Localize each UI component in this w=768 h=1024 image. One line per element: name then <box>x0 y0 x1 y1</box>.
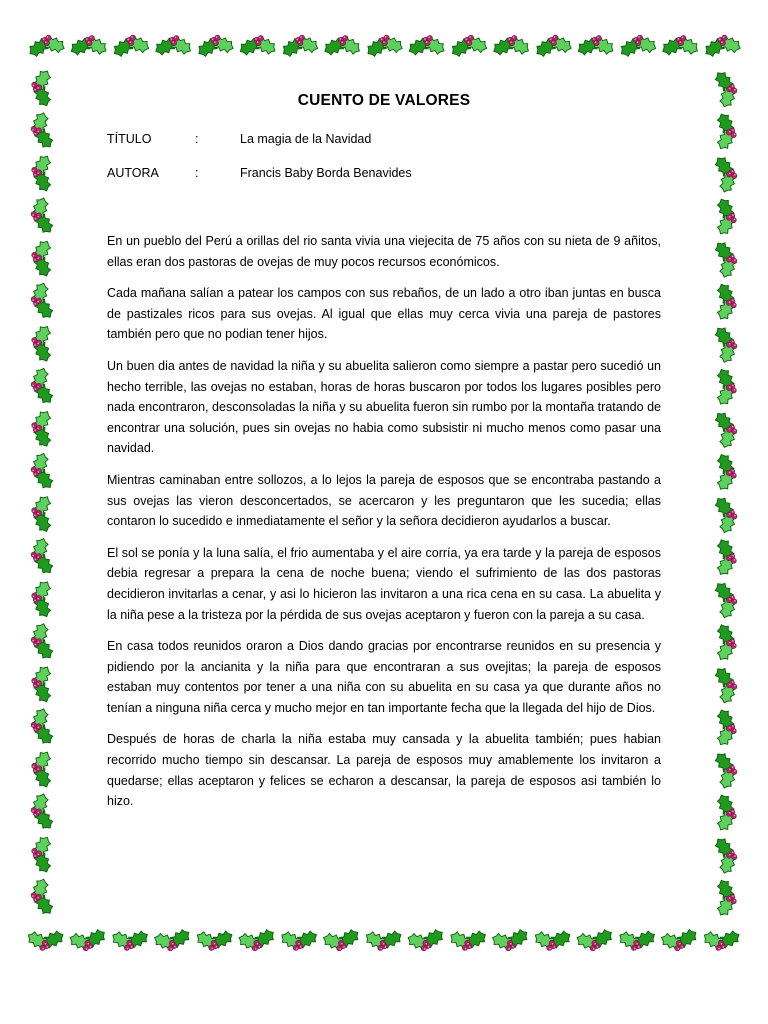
story-body <box>107 231 661 823</box>
holly-leaf-icon <box>711 323 740 366</box>
meta-value: Francis Baby Borda Benavides <box>240 166 412 180</box>
story-paragraph: En casa todos reunidos oraron a Dios dando gracias por encontrarse reunidos en su presencia y pidiendo por la ancianita y la niña para que encontraran a sus ovejitas; la pareja de esposos estaban muy contentos por tener a una niña con su abuelita en su casa ya que durante años no tenían a ninguna niña cerca y mucho mejor en tan importante fecha que la llegada del hijo de Dios. <box>107 639 661 715</box>
holly-leaf-icon <box>194 33 237 60</box>
holly-leaf-icon <box>711 663 740 706</box>
holly-leaf-icon <box>25 33 68 60</box>
holly-leaf-icon <box>711 280 740 323</box>
holly-leaf-icon <box>321 33 364 60</box>
holly-leaf-icon <box>28 790 57 833</box>
holly-leaf-icon <box>28 364 57 407</box>
holly-leaf-icon <box>490 33 533 60</box>
holly-leaf-icon <box>28 705 57 748</box>
holly-leaf-icon <box>363 33 406 60</box>
holly-leaf-icon <box>711 834 740 877</box>
holly-leaf-icon <box>658 926 701 953</box>
holly-leaf-icon <box>711 153 740 196</box>
story-paragraph: Cada mañana salían a patear los campos con sus rebaños, de un lado a otro iban juntas en busca de pastizales ricos para sus ovejas. Al igual que ellas muy cerca vivia una pareja de pastores también pero que no podian tener hijos. <box>107 286 661 342</box>
holly-leaf-icon <box>28 237 57 280</box>
holly-leaf-icon <box>711 408 740 451</box>
holly-leaf-icon <box>28 279 57 322</box>
holly-leaf-icon <box>711 621 740 664</box>
holly-leaf-icon <box>711 493 740 536</box>
holly-leaf-icon <box>28 492 57 535</box>
holly-leaf-icon <box>711 536 740 579</box>
holly-leaf-icon <box>28 663 57 706</box>
meta-separator: : <box>195 166 199 180</box>
story-paragraph: El sol se ponía y la luna salía, el frio aumentaba y el aire corría, ya era tarde y la pareja de esposos debia regresar a prepara la cena de noche buena; viendo el sufrimiento de las dos pastoras decidieron invitarlas a cenar, y asi lo hicieron las invitaron a una rica cena en su casa. La abuelita y la niña pese a la tristeza por la pérdida de sus ovejas aceptaron y fueron con la pareja a su casa. <box>107 545 661 622</box>
holly-leaf-icon <box>28 450 57 493</box>
holly-leaf-icon <box>711 578 740 621</box>
holly-leaf-icon <box>151 926 194 953</box>
holly-leaf-icon <box>700 926 743 953</box>
story-paragraph: En un pueblo del Perú a orillas del rio santa vivia una viejecita de 75 años con su nieta de 9 añitos, ellas eran dos pastoras de ovejas de muy pocos recursos económicos. <box>107 234 661 269</box>
holly-leaf-icon <box>28 577 57 620</box>
holly-leaf-icon <box>110 33 153 60</box>
holly-leaf-icon <box>711 749 740 792</box>
holly-leaf-icon <box>320 926 363 953</box>
holly-leaf-icon <box>711 238 740 281</box>
holly-leaf-icon <box>24 926 67 953</box>
holly-leaf-icon <box>193 926 236 953</box>
holly-leaf-icon <box>152 33 195 60</box>
holly-leaf-icon <box>28 748 57 791</box>
holly-leaf-icon <box>573 926 616 953</box>
holly-leaf-icon <box>489 926 532 953</box>
holly-leaf-icon <box>28 194 57 237</box>
holly-leaf-icon <box>28 833 57 876</box>
holly-leaf-icon <box>711 110 740 153</box>
holly-leaf-icon <box>711 876 740 919</box>
story-paragraph: Después de horas de charla la niña estaba muy cansada y la abuelita también; pues habian recorrido mucho tiempo sin descansar. La pareja de esposos muy amablemente los invitaron a quedarse; ellas aceptaron y felices se echaron a descansar, la pareja de esposos asi también lo hizo. <box>107 732 661 809</box>
document-title: CUENTO DE VALORES <box>297 92 471 109</box>
holly-leaf-icon <box>711 791 740 834</box>
story-paragraph: Un buen dia antes de navidad la niña y su abuelita salieron como siempre a pastar pero sucedió un hecho terrible, las ovejas no estaban, horas de horas buscaron por todos los lugares posibles pero nada encontraron, desconsoladas la niña y su abuelita fueron sin rumbo por la montaña tratando de encontrar una solución, pues sin ovejas no habia como subsistir ni mucho menos como pasar una navidad. <box>107 358 661 456</box>
meta-value: La magia de la Navidad <box>240 132 372 146</box>
holly-leaf-icon <box>405 33 448 60</box>
holly-leaf-icon <box>28 620 57 663</box>
holly-leaf-icon <box>711 450 740 493</box>
holly-leaf-icon <box>278 926 321 953</box>
holly-leaf-icon <box>531 926 574 953</box>
story-paragraph: Mientras caminaban entre sollozos, a lo lejos la pareja de esposos que se encontraba pastando a sus ovejas las vieron desconcertados, se acercaron y les preguntaron que les sucedia; ellas contaron lo sucedido e inmediatamente el señor y la señora decidieron ayudarlos a buscar. <box>107 472 661 529</box>
holly-leaf-icon <box>447 926 490 953</box>
holly-leaf-icon <box>235 926 278 953</box>
holly-leaf-icon <box>616 926 659 953</box>
holly-leaf-icon <box>701 33 744 60</box>
holly-leaf-icon <box>659 33 702 60</box>
holly-leaf-icon <box>109 926 152 953</box>
holly-leaf-icon <box>67 33 110 60</box>
holly-leaf-icon <box>404 926 447 953</box>
holly-leaf-icon <box>617 33 660 60</box>
holly-leaf-icon <box>28 322 57 365</box>
holly-leaf-icon <box>28 535 57 578</box>
holly-leaf-icon <box>28 875 57 918</box>
holly-leaf-icon <box>448 33 491 60</box>
holly-leaf-icon <box>66 926 109 953</box>
holly-leaf-icon <box>28 109 57 152</box>
holly-leaf-icon <box>711 195 740 238</box>
holly-leaf-icon <box>236 33 279 60</box>
holly-leaf-icon <box>711 706 740 749</box>
meta-label: AUTORA <box>107 166 159 180</box>
holly-leaf-icon <box>28 407 57 450</box>
meta-separator: : <box>195 132 199 146</box>
holly-leaf-icon <box>532 33 575 60</box>
holly-leaf-icon <box>28 152 57 195</box>
holly-leaf-icon <box>574 33 617 60</box>
holly-leaf-icon <box>362 926 405 953</box>
meta-label: TÍTULO <box>107 132 152 146</box>
holly-leaf-icon <box>279 33 322 60</box>
holly-leaf-icon <box>711 365 740 408</box>
